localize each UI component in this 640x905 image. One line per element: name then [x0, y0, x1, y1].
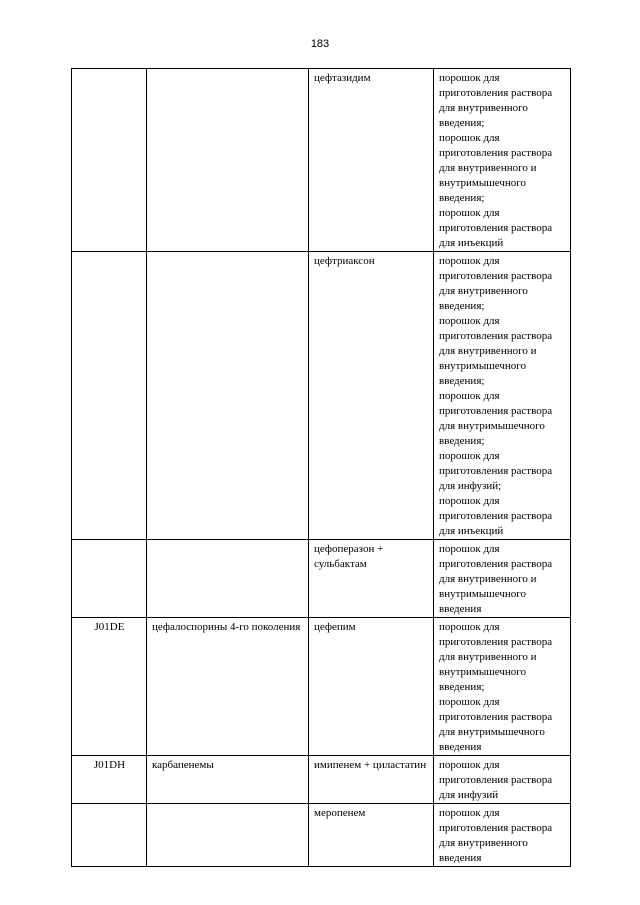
dosage-form-line: порошок для: [439, 807, 500, 819]
drug-group-cell: цефалоспорины 4-го поколения: [147, 618, 309, 756]
dosage-form-line: порошок для: [439, 450, 500, 462]
atc-code-cell: J01DE: [72, 618, 147, 756]
atc-code-cell: [72, 804, 147, 867]
dosage-form-line: приготовления раствора: [439, 222, 553, 234]
dosage-form-line: введения: [439, 603, 482, 615]
page-number: 183: [310, 38, 330, 50]
dosage-form-line: приготовления раствора: [439, 510, 553, 522]
table-row: [72, 804, 571, 867]
atc-code-cell: [72, 540, 147, 618]
dosage-form-line: порошок для: [439, 759, 500, 771]
dosage-form-cell: [434, 756, 571, 804]
table-row: [72, 540, 571, 618]
dosage-form-line: для внутривенного и: [439, 162, 537, 174]
dosage-form-line: приготовления раствора: [439, 711, 553, 723]
dosage-form-line: для внутривенного: [439, 102, 528, 114]
dosage-form-line: порошок для: [439, 132, 500, 144]
dosage-form-line: для инъекций: [439, 237, 504, 249]
dosage-form-cell: [434, 540, 571, 618]
dosage-form-line: приготовления раствора: [439, 147, 553, 159]
dosage-form-line: приготовления раствора: [439, 636, 553, 648]
dosage-form-line: внутримышечного: [439, 177, 526, 189]
dosage-form-line: порошок для: [439, 72, 500, 84]
dosage-form-line: введения;: [439, 375, 485, 387]
dosage-form-line: для внутривенного: [439, 837, 528, 849]
dosage-form-line: введения: [439, 852, 482, 864]
dosage-form-line: приготовления раствора: [439, 465, 553, 477]
dosage-form-line: приготовления раствора: [439, 270, 553, 282]
dosage-form-line: порошок для: [439, 696, 500, 708]
dosage-form-line: введения;: [439, 192, 485, 204]
drug-table: [71, 68, 571, 867]
dosage-form-line: порошок для: [439, 255, 500, 267]
dosage-form-line: порошок для: [439, 621, 500, 633]
dosage-form-line: порошок для: [439, 315, 500, 327]
dosage-form-line: внутримышечного: [439, 666, 526, 678]
drug-name-cell: цефоперазон + сульбактам: [309, 540, 434, 618]
dosage-form-line: приготовления раствора: [439, 822, 553, 834]
drug-group-cell: [147, 252, 309, 540]
drug-group-cell: [147, 804, 309, 867]
drug-name-cell: цефтазидим: [309, 69, 434, 252]
atc-code-cell: [72, 69, 147, 252]
dosage-form-line: для внутривенного и: [439, 345, 537, 357]
drug-group-cell: [147, 69, 309, 252]
dosage-form-line: приготовления раствора: [439, 558, 553, 570]
table-row: [72, 69, 571, 252]
dosage-form-line: для инфузий;: [439, 480, 502, 492]
dosage-form-line: введения;: [439, 300, 485, 312]
drug-group-cell: карбапенемы: [147, 756, 309, 804]
drug-name-cell: цефтриаксон: [309, 252, 434, 540]
dosage-form-line: для внутривенного и: [439, 651, 537, 663]
dosage-form-line: введения;: [439, 681, 485, 693]
dosage-form-cell: [434, 69, 571, 252]
dosage-form-line: приготовления раствора: [439, 774, 553, 786]
dosage-form-line: порошок для: [439, 390, 500, 402]
table-body: [72, 69, 571, 867]
dosage-form-cell: [434, 252, 571, 540]
dosage-form-line: порошок для: [439, 495, 500, 507]
dosage-form-line: приготовления раствора: [439, 330, 553, 342]
dosage-form-line: для внутримышечного: [439, 420, 545, 432]
atc-code-cell: J01DH: [72, 756, 147, 804]
dosage-form-line: внутримышечного: [439, 588, 526, 600]
dosage-form-line: для внутримышечного: [439, 726, 545, 738]
drug-name-cell: цефепим: [309, 618, 434, 756]
dosage-form-line: приготовления раствора: [439, 87, 553, 99]
dosage-form-line: введения;: [439, 435, 485, 447]
dosage-form-line: порошок для: [439, 543, 500, 555]
drug-name-cell: имипенем + циластатин: [309, 756, 434, 804]
atc-code-cell: [72, 252, 147, 540]
dosage-form-line: для внутривенного: [439, 285, 528, 297]
table-row: [72, 252, 571, 540]
dosage-form-line: для внутривенного и: [439, 573, 537, 585]
dosage-form-line: введения;: [439, 117, 485, 129]
drug-group-cell: [147, 540, 309, 618]
table-row: [72, 618, 571, 756]
dosage-form-line: для инъекций: [439, 525, 504, 537]
dosage-form-line: внутримышечного: [439, 360, 526, 372]
dosage-form-line: для инфузий: [439, 789, 499, 801]
table-row: [72, 756, 571, 804]
drug-name-cell: меропенем: [309, 804, 434, 867]
dosage-form-line: введения: [439, 741, 482, 753]
dosage-form-cell: [434, 804, 571, 867]
dosage-form-line: порошок для: [439, 207, 500, 219]
dosage-form-line: приготовления раствора: [439, 405, 553, 417]
dosage-form-cell: [434, 618, 571, 756]
